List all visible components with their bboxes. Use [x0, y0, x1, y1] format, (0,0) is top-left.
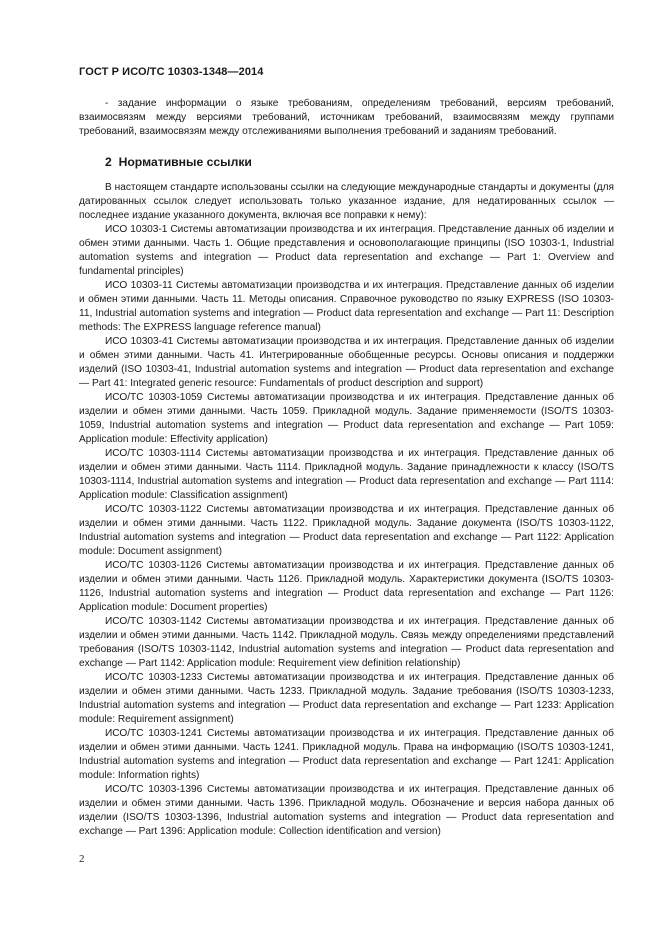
reference-entry — [79, 783, 614, 839]
reference-text: Системы автоматизации производства и их интеграция. Представление данных об изделии и обмен этими данными. Часть 1233. Прикладной модуль. Задание требования (ISO/TS 10303-1233, Industrial automation systems and integration — Product data representation and exchange — Part 1233: Application module: Requirement assignment) — [79, 672, 614, 725]
reference-text: Системы автоматизации производства и их интеграция. Представление данных об изделии и обмен этими данными. Часть 1396. Прикладной модуль. Обозначение и версия набора данных об изделии (ISO/TS 10303-1396, Industrial automation systems and integration — Product data representation and exchange — Part 1396: Application module: Collection identification and version) — [79, 784, 614, 837]
intro-paragraph: - задание информации о языке требованиям, определениям требований, версиям требований, взаимосвязям между версиями требований, источникам требований, взаимосвязям между группами требований, взаимосвязям между отслеживаниями выполнения требований и заданиям требований. — [79, 98, 614, 137]
reference-text: Системы автоматизации производства и их интеграция. Представление данных об изделии и обмен этими данными. Часть 1142. Прикладной модуль. Связь между определениями представлений требования (ISO/TS 10303-1142, Industrial automation systems and integration — Product data representation and exchange — Part 1142: Application module: Requirement view definition relationship) — [79, 616, 614, 669]
page-number: 2 — [79, 853, 85, 865]
section-number: 2 — [105, 155, 112, 169]
reference-code: ИСО 10303-41 — [105, 336, 174, 347]
section-lead-paragraph: В настоящем стандарте использованы ссылки на следующие международные стандарты и документы (для датированных ссылок следует использовать только указанное издание, для недатированных ссылок — последнее издание указанного документа, включая все поправки к нему): — [79, 182, 614, 221]
references-list — [79, 223, 614, 839]
reference-entry — [79, 223, 614, 279]
section-body — [79, 181, 614, 839]
reference-code: ИСО/ТС 10303-1396 — [105, 784, 203, 795]
reference-text: Системы автоматизации производства и их интеграция. Представление данных об изделии и обмен этими данными. Часть 11. Методы описания. Справочное руководство по языку EXPRESS (ISO 10303-11, Industrial automation systems and integration — Product data representation and exchange — Part 11: Description methods: The EXPRESS language reference manual) — [79, 280, 614, 333]
reference-code: ИСО/ТС 10303-1126 — [105, 560, 202, 571]
reference-code: ИСО 10303-1 — [105, 224, 168, 235]
reference-code: ИСО/ТС 10303-1122 — [105, 504, 202, 515]
reference-entry — [79, 335, 614, 391]
reference-text: Системы автоматизации производства и их интеграция. Представление данных об изделии и обмен этими данными. Часть 1114. Прикладной модуль. Задание принадлежности к классу (ISO/TS 10303-1114, Industrial automation systems and integration — Product data representation and exchange — Part 1114: Application module: Classification assignment) — [79, 448, 614, 501]
reference-entry — [79, 279, 614, 335]
reference-text: Системы автоматизации производства и их интеграция. Представление данных об изделии и обмен этими данными. Часть 1059. Прикладной модуль. Задание применяемости (ISO/TS 10303-1059, Industrial automation systems and integration — Product data representation and exchange — Part 1059: Application module: Effectivity application) — [79, 392, 614, 445]
reference-text: Системы автоматизации производства и их интеграция. Представление данных об изделии и обмен этими данными. Часть 1241. Прикладной модуль. Права на информацию (ISO/TS 10303-1241, Industrial automation systems and integration — Product data representation and exchange — Part 1241: Application module: Information rights) — [79, 728, 614, 781]
reference-code: ИСО/ТС 10303-1142 — [105, 616, 202, 627]
reference-entry — [79, 615, 614, 671]
reference-text: Системы автоматизации производства и их интеграция. Представление данных об изделии и обмен этими данными. Часть 41. Интегрированные обобщенные ресурсы. Основы описания и поддержки изделий (ISO 10303-41, Industrial automation systems and integration — Product data representation and exchange — Part 41: Integrated generic resource: Fundamentals of product description and support) — [79, 336, 614, 389]
section-heading — [105, 155, 252, 169]
reference-entry — [79, 391, 614, 447]
reference-code: ИСО/ТС 10303-1241 — [105, 728, 203, 739]
reference-code: ИСО/ТС 10303-1114 — [105, 448, 201, 459]
reference-entry — [79, 503, 614, 559]
reference-text: Системы автоматизации производства и их интеграция. Представление данных об изделии и обмен этими данными. Часть 1126. Прикладной модуль. Характеристики документа (ISO/TS 10303-1126, Industrial automation systems and integration — Product data representation and exchange — Part 1126: Application module: Document properties) — [79, 560, 614, 613]
running-header: ГОСТ Р ИСО/ТС 10303-1348—2014 — [79, 66, 264, 78]
reference-entry — [79, 727, 614, 783]
reference-code: ИСО/ТС 10303-1059 — [105, 392, 203, 403]
reference-entry — [79, 559, 614, 615]
intro-block — [79, 97, 614, 139]
section-title: Нормативные ссылки — [118, 155, 252, 169]
reference-code: ИСО/ТС 10303-1233 — [105, 672, 203, 683]
reference-text: Системы автоматизации производства и их интеграция. Представление данных об изделии и обмен этими данными. Часть 1122. Прикладной модуль. Задание документа (ISO/TS 10303-1122, Industrial automation systems and integration — Product data representation and exchange — Part 1122: Application module: Document assignment) — [79, 504, 614, 557]
reference-text: Системы автоматизации производства и их интеграция. Представление данных об изделии и обмен этими данными. Часть 1. Общие представления и основополагающие принципы (ISO 10303-1, Industrial automation systems and integration — Product data representation and exchange — Part 1: Overview and fundamental principles) — [79, 224, 614, 277]
reference-entry — [79, 447, 614, 503]
reference-entry — [79, 671, 614, 727]
reference-code: ИСО 10303-11 — [105, 280, 173, 291]
